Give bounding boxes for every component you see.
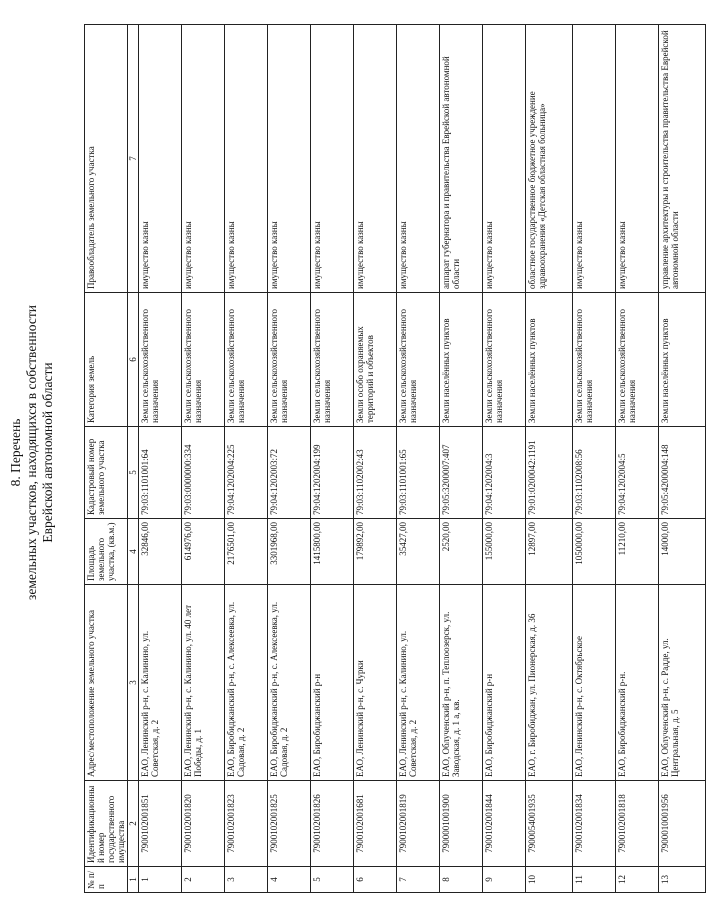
land-category: Земли сельскохозяйственного назначения xyxy=(139,293,182,427)
column-number: 2 xyxy=(128,781,139,867)
row-number: 5 xyxy=(311,867,354,893)
row-number: 8 xyxy=(440,867,483,893)
column-number: 6 xyxy=(128,293,139,427)
column-header: Категория земель xyxy=(85,293,128,427)
owner-cell: имущество казны xyxy=(397,25,440,293)
address-cell: ЕАО, Биробиджанский р-н, с. Алексеевка, ул. Садовая, д. 2 xyxy=(268,585,311,781)
table-row xyxy=(354,25,397,893)
address-cell: ЕАО, Облученский р-н, с. Радде, ул. Центральная, д. 5 xyxy=(659,585,706,781)
table-body xyxy=(139,25,706,893)
area-cell: 32846,00 xyxy=(139,519,182,585)
owner-cell: областное государственное бюджетное учреждение здравоохранения «Детская областная больница» xyxy=(526,25,573,293)
owner-cell: имущество казны xyxy=(182,25,225,293)
property-id: 7900001001900 xyxy=(440,781,483,867)
property-id: 7900102001681 xyxy=(354,781,397,867)
cadastral-number: 79:04:1202004:5 xyxy=(616,427,659,519)
cadastral-number: 79:03:1101001:64 xyxy=(139,427,182,519)
table-row xyxy=(182,25,225,893)
property-id: 7900102001825 xyxy=(268,781,311,867)
area-cell: 14000,00 xyxy=(659,519,706,585)
address-cell: ЕАО, Ленинский р-н, с. Октябрьское xyxy=(573,585,616,781)
column-header: Правообладатель земельного участка xyxy=(85,25,128,293)
property-id: 7900010001956 xyxy=(659,781,706,867)
cadastral-number: 79:03:1101001:65 xyxy=(397,427,440,519)
property-id: 7900102001834 xyxy=(573,781,616,867)
property-id: 790010200185​1 xyxy=(139,781,182,867)
owner-cell: аппарат губернатора и правительства Еврейской автономной области xyxy=(440,25,483,293)
row-number: 11 xyxy=(573,867,616,893)
cadastral-number: 79:03:1102002:43 xyxy=(354,427,397,519)
owner-cell: имущество казны xyxy=(139,25,182,293)
row-number: 3 xyxy=(225,867,268,893)
column-header: Кадастровый номер земельного участка xyxy=(85,427,128,519)
address-cell: ЕАО, Ленинский р-н, с. Калинино, ул. 40 лет Победы, д. 1 xyxy=(182,585,225,781)
cadastral-number: 79:03:0000000:334 xyxy=(182,427,225,519)
owner-cell: имущество казны xyxy=(268,25,311,293)
row-number: 12 xyxy=(616,867,659,893)
column-header: Идентификационный номер государственного имущества xyxy=(85,781,128,867)
area-cell: 2520,00 xyxy=(440,519,483,585)
row-number: 7 xyxy=(397,867,440,893)
column-header: Площадь земельного участка, (кв.м.) xyxy=(85,519,128,585)
column-number: 5 xyxy=(128,427,139,519)
column-number: 1 xyxy=(128,867,139,893)
area-cell: 1415800,00 xyxy=(311,519,354,585)
property-id: 7900102001844 xyxy=(483,781,526,867)
owner-cell: имущество казны xyxy=(311,25,354,293)
owner-cell: имущество казны xyxy=(225,25,268,293)
area-cell: 12897,00 xyxy=(526,519,573,585)
document-heading xyxy=(8,0,56,905)
area-cell: 179892,00 xyxy=(354,519,397,585)
area-cell: 35427,00 xyxy=(397,519,440,585)
area-cell: 2176501,00 xyxy=(225,519,268,585)
property-id: 7900102001823 xyxy=(225,781,268,867)
land-category: Земли сельскохозяйственного назначения xyxy=(311,293,354,427)
cadastral-number: 79:05:3200007:407 xyxy=(440,427,483,519)
land-category: Земли населённых пунктов xyxy=(440,293,483,427)
owner-cell: имущество казны xyxy=(354,25,397,293)
address-cell: ЕАО, Биробиджанский р-н. xyxy=(616,585,659,781)
cadastral-number: 79:05:4200004:148 xyxy=(659,427,706,519)
land-category: Земли сельскохозяйственного назначения xyxy=(483,293,526,427)
address-cell: ЕАО, Ленинский р-н, с. Чурки xyxy=(354,585,397,781)
row-number: 1 xyxy=(139,867,182,893)
table-row xyxy=(139,25,182,893)
column-number-row xyxy=(128,25,139,893)
land-category: Земли населённых пунктов xyxy=(659,293,706,427)
column-number: 7 xyxy=(128,25,139,293)
land-category: Земли сельскохозяйственного назначения xyxy=(616,293,659,427)
cadastral-number: 79:04:1202004:199 xyxy=(311,427,354,519)
property-id: 7900102001818 xyxy=(616,781,659,867)
owner-cell: имущество казны xyxy=(573,25,616,293)
column-number: 4 xyxy=(128,519,139,585)
property-id: 7900102001819 xyxy=(397,781,440,867)
address-cell: ЕАО, Биробиджанский р-н xyxy=(483,585,526,781)
cadastral-number: 79:04:1202004:3 xyxy=(483,427,526,519)
row-number: 4 xyxy=(268,867,311,893)
table-row xyxy=(616,25,659,893)
area-cell: 3301968,00 xyxy=(268,519,311,585)
property-id: 7900102001826 xyxy=(311,781,354,867)
row-number: 2 xyxy=(182,867,225,893)
land-category: Земли сельскохозяйственного назначения xyxy=(182,293,225,427)
row-number: 13 xyxy=(659,867,706,893)
cadastral-number: 79:04:1202004:225 xyxy=(225,427,268,519)
row-number: 6 xyxy=(354,867,397,893)
address-cell: ЕАО, Ленинский р-н, с. Калинино, ул. Советская, д. 2 xyxy=(139,585,182,781)
heading-line-1: 8. Перечень xyxy=(8,418,23,487)
table-row xyxy=(397,25,440,893)
heading-line-3: Еврейской автономной области xyxy=(40,362,55,543)
heading-line-2: земельных участков, находящихся в собственности xyxy=(24,305,39,600)
land-category: Земли сельскохозяйственного назначения xyxy=(268,293,311,427)
land-category: Земли особо охраняемых территорий и объектов xyxy=(354,293,397,427)
address-cell: ЕАО, Биробиджанский р-н xyxy=(311,585,354,781)
table-row xyxy=(225,25,268,893)
area-cell: 614976,00 xyxy=(182,519,225,585)
land-category: Земли сельскохозяйственного назначения xyxy=(397,293,440,427)
address-cell: ЕАО, г. Биробиджан, ул. Пионерская, д. 36 xyxy=(526,585,573,781)
row-number: 10 xyxy=(526,867,573,893)
address-cell: ЕАО, Ленинский р-н, с. Калинино, ул. Советская, д. 2 xyxy=(397,585,440,781)
row-number: 9 xyxy=(483,867,526,893)
cadastral-number: 79:01:0200042:1191 xyxy=(526,427,573,519)
table-header-row xyxy=(85,25,128,893)
owner-cell: управление архитектуры и строительства правительства Еврейской автономной области xyxy=(659,25,706,293)
area-cell: 155000,00 xyxy=(483,519,526,585)
address-cell: ЕАО, Биробиджанский р-н, с. Алексеевка, ул. Садовая, д. 2 xyxy=(225,585,268,781)
owner-cell: имущество казны xyxy=(616,25,659,293)
owner-cell: имущество казны xyxy=(483,25,526,293)
land-category: Земли сельскохозяйственного назначения xyxy=(225,293,268,427)
property-id: 7900102001820 xyxy=(182,781,225,867)
land-category: Земли сельскохозяйственного назначения xyxy=(573,293,616,427)
land-plots-table xyxy=(84,24,706,893)
table-row xyxy=(268,25,311,893)
column-number: 3 xyxy=(128,585,139,781)
table-row xyxy=(526,25,573,893)
cadastral-number: 79:03:1102008:56 xyxy=(573,427,616,519)
land-category: Земли населённых пунктов xyxy=(526,293,573,427)
property-id: 7900054001935 xyxy=(526,781,573,867)
table-row xyxy=(483,25,526,893)
column-header: Адрес/местоположение земельного участка xyxy=(85,585,128,781)
table-row xyxy=(311,25,354,893)
table-row xyxy=(659,25,706,893)
column-header: № п/п xyxy=(85,867,128,893)
cadastral-number: 79:04:1202003:72 xyxy=(268,427,311,519)
area-cell: 1050000,00 xyxy=(573,519,616,585)
address-cell: ЕАО, Облученский р-н, п. Теплоозерск, ул. Заводская, д. 1 а, кв. xyxy=(440,585,483,781)
area-cell: 11210,00 xyxy=(616,519,659,585)
table-row xyxy=(440,25,483,893)
table-row xyxy=(573,25,616,893)
